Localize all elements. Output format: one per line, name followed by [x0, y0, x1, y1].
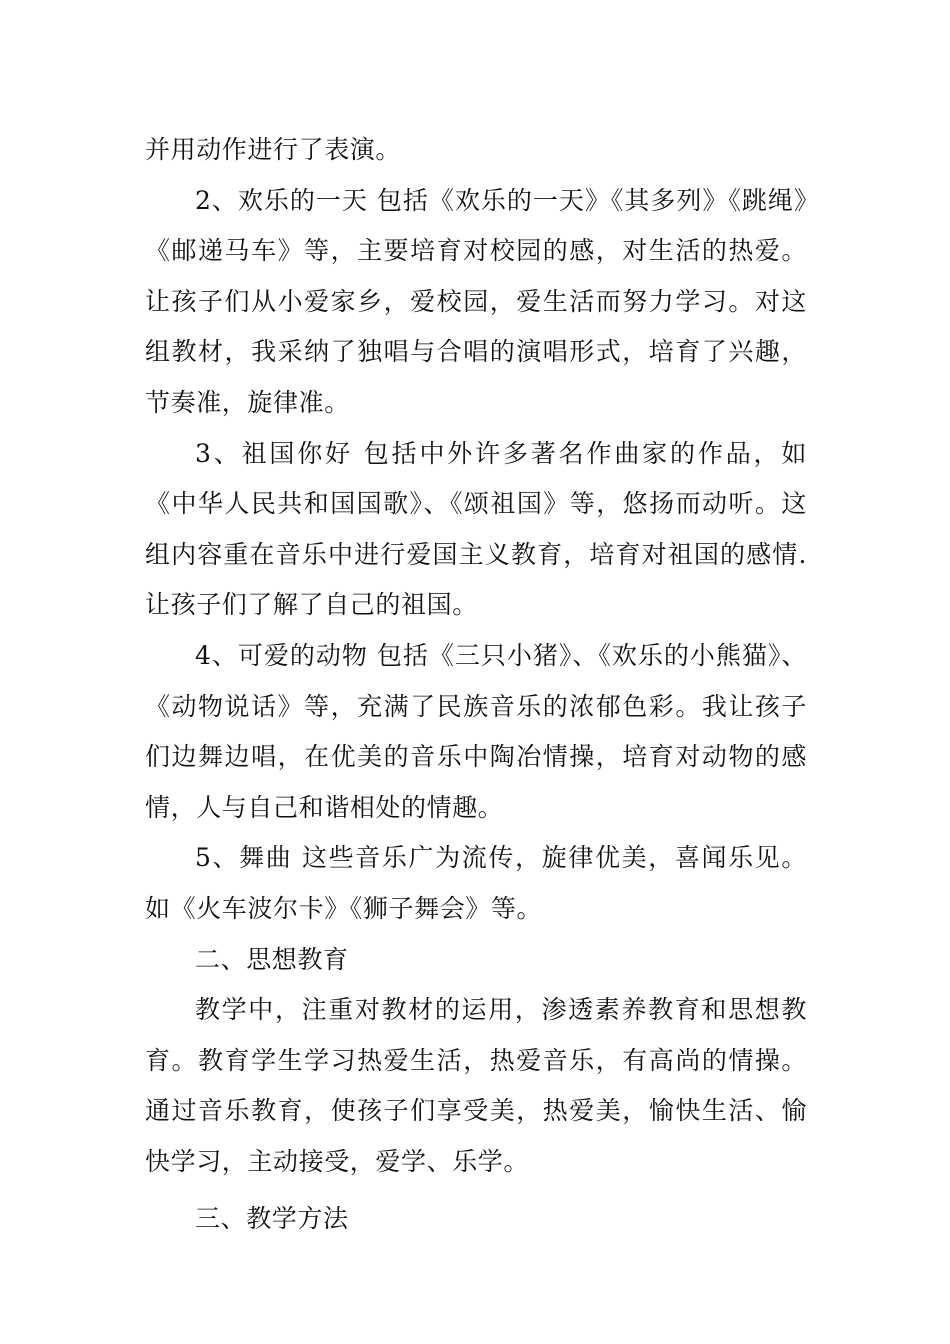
document-body	[145, 125, 807, 1245]
paragraph-item-5: 5、舞曲 这些音乐广为流传，旋律优美，喜闻乐见。如《火车波尔卡》《狮子舞会》等。	[145, 843, 807, 923]
paragraph-continuation: 并用动作进行了表演。	[145, 135, 402, 164]
section-heading-ideology: 二、思想教育	[195, 944, 349, 974]
paragraph-ideology: 教学中，注重对教材的运用，渗透素养教育和思想教育。教育学生学习热爱生活，热爱音乐，有高尚的情操。通过音乐教育，使孩子们享受美，热爱美，愉快生活、愉快学习，主动接受，爱学、乐学。	[145, 995, 807, 1176]
section-heading-method: 三、教学方法	[195, 1204, 349, 1234]
paragraph-item-2: 2、欢乐的一天 包括《欢乐的一天》《其多列》《跳绳》《邮递马车》等，主要培育对校园的感，对生活的热爱。让孩子们从小爱家乡，爱校园，爱生活而努力学习。对这组教材，我采纳了独唱与合唱的演唱形式，培育了兴趣，节奏准，旋律准。	[145, 185, 807, 417]
paragraph-item-3: 3、祖国你好 包括中外许多著名作曲家的作品，如《中华人民共和国国歌》、《颂祖国》等，悠扬而动听。这组内容重在音乐中进行爱国主义教育，培育对祖国的感情.让孩子们了解了自己的祖国。	[145, 438, 807, 620]
paragraph-item-4: 4、可爱的动物 包括《三只小猪》、《欢乐的小熊猫》、《动物说话》等，充满了民族音乐的浓郁色彩。我让孩子们边舞边唱，在优美的音乐中陶冶情操，培育对动物的感情，人与自己和谐相处的情趣。	[145, 640, 807, 822]
